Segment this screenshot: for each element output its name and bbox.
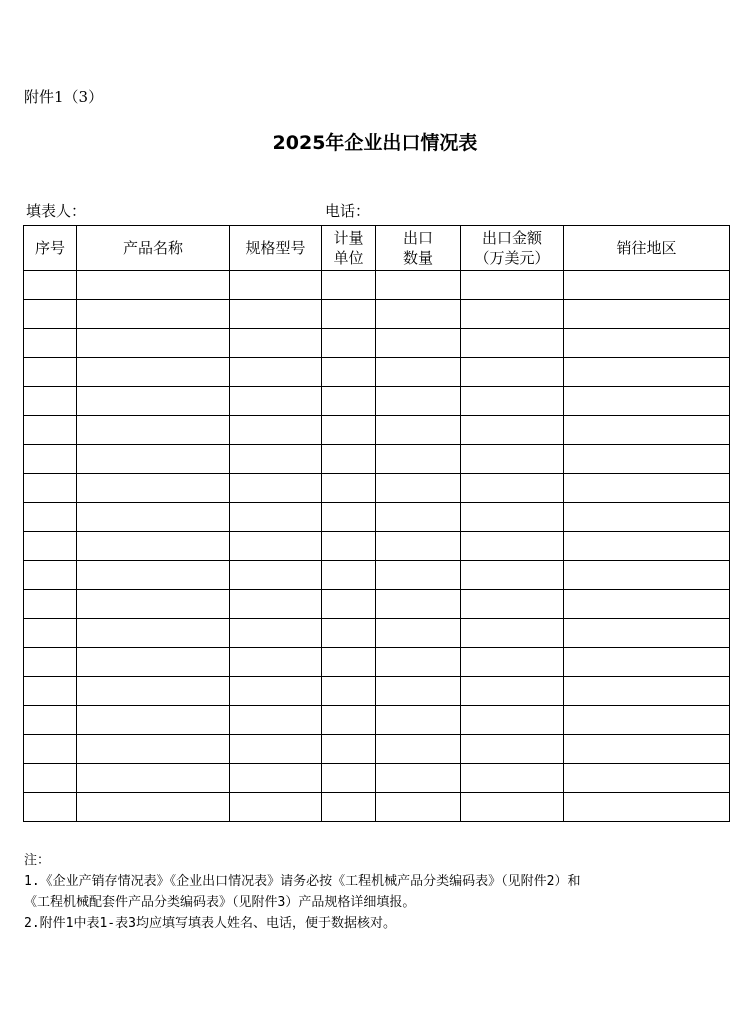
- cell-unit[interactable]: [322, 677, 376, 706]
- cell-export-quantity[interactable]: [376, 532, 461, 561]
- cell-export-amount[interactable]: [461, 503, 564, 532]
- table-row: [24, 706, 730, 735]
- table-row: [24, 445, 730, 474]
- phone-label: 电话：: [325, 202, 371, 220]
- cell-spec-model[interactable]: [230, 300, 322, 329]
- cell-destination[interactable]: [564, 416, 730, 445]
- cell-destination[interactable]: [564, 387, 730, 416]
- cell-unit[interactable]: [322, 387, 376, 416]
- cell-product-name[interactable]: [77, 387, 230, 416]
- cell-index[interactable]: [24, 416, 77, 445]
- cell-spec-model[interactable]: [230, 358, 322, 387]
- cell-spec-model[interactable]: [230, 271, 322, 300]
- cell-index[interactable]: [24, 329, 77, 358]
- cell-export-amount[interactable]: [461, 793, 564, 822]
- cell-unit[interactable]: [322, 416, 376, 445]
- cell-index[interactable]: [24, 561, 77, 590]
- cell-export-amount[interactable]: [461, 358, 564, 387]
- cell-product-name[interactable]: [77, 503, 230, 532]
- cell-export-quantity[interactable]: [376, 793, 461, 822]
- cell-spec-model[interactable]: [230, 648, 322, 677]
- cell-product-name[interactable]: [77, 271, 230, 300]
- cell-index[interactable]: [24, 532, 77, 561]
- notes-section: [24, 850, 734, 934]
- cell-export-quantity[interactable]: [376, 387, 461, 416]
- cell-export-amount[interactable]: [461, 387, 564, 416]
- cell-spec-model[interactable]: [230, 503, 322, 532]
- cell-destination[interactable]: [564, 561, 730, 590]
- cell-spec-model[interactable]: [230, 561, 322, 590]
- table-row: [24, 735, 730, 764]
- cell-export-amount[interactable]: [461, 619, 564, 648]
- cell-index[interactable]: [24, 619, 77, 648]
- cell-spec-model[interactable]: [230, 387, 322, 416]
- table-row: [24, 358, 730, 387]
- cell-export-quantity[interactable]: [376, 329, 461, 358]
- header-export-amount: 出口金额 （万美元）: [461, 226, 564, 271]
- cell-export-amount[interactable]: [461, 416, 564, 445]
- table-header-row: [24, 226, 730, 271]
- cell-export-quantity[interactable]: [376, 648, 461, 677]
- cell-export-amount[interactable]: [461, 300, 564, 329]
- filler-label: 填表人：: [26, 202, 87, 220]
- cell-index[interactable]: [24, 735, 77, 764]
- cell-index[interactable]: [24, 648, 77, 677]
- cell-product-name[interactable]: [77, 648, 230, 677]
- cell-spec-model[interactable]: [230, 764, 322, 793]
- table-row: [24, 648, 730, 677]
- cell-index[interactable]: [24, 445, 77, 474]
- cell-spec-model[interactable]: [230, 474, 322, 503]
- cell-export-amount[interactable]: [461, 474, 564, 503]
- cell-export-amount[interactable]: [461, 561, 564, 590]
- table-row: [24, 677, 730, 706]
- cell-unit[interactable]: [322, 474, 376, 503]
- cell-index[interactable]: [24, 474, 77, 503]
- cell-spec-model[interactable]: [230, 445, 322, 474]
- cell-destination[interactable]: [564, 271, 730, 300]
- cell-export-quantity[interactable]: [376, 416, 461, 445]
- cell-spec-model[interactable]: [230, 619, 322, 648]
- header-index: 序号: [24, 226, 77, 271]
- cell-product-name[interactable]: [77, 416, 230, 445]
- table-row: [24, 416, 730, 445]
- cell-product-name[interactable]: [77, 793, 230, 822]
- cell-unit[interactable]: [322, 503, 376, 532]
- cell-export-quantity[interactable]: [376, 271, 461, 300]
- cell-export-amount[interactable]: [461, 648, 564, 677]
- cell-destination[interactable]: [564, 648, 730, 677]
- cell-unit[interactable]: [322, 619, 376, 648]
- cell-unit[interactable]: [322, 300, 376, 329]
- export-table: [23, 225, 730, 822]
- cell-unit[interactable]: [322, 445, 376, 474]
- cell-export-quantity[interactable]: [376, 735, 461, 764]
- header-unit: 计量 单位: [322, 226, 376, 271]
- cell-spec-model[interactable]: [230, 735, 322, 764]
- table-row: [24, 561, 730, 590]
- cell-unit[interactable]: [322, 735, 376, 764]
- table-row: [24, 474, 730, 503]
- header-export-quantity: 出口 数量: [376, 226, 461, 271]
- cell-product-name[interactable]: [77, 329, 230, 358]
- header-spec-model: 规格型号: [230, 226, 322, 271]
- cell-index[interactable]: [24, 793, 77, 822]
- cell-destination[interactable]: [564, 677, 730, 706]
- cell-export-amount[interactable]: [461, 532, 564, 561]
- table-body: [24, 271, 730, 822]
- cell-export-quantity[interactable]: [376, 445, 461, 474]
- notes-line-1: 1.《企业产销存情况表》《企业出口情况表》请务必按《工程机械产品分类编码表》（见附件2）和: [24, 874, 581, 889]
- cell-export-quantity[interactable]: [376, 764, 461, 793]
- cell-product-name[interactable]: [77, 561, 230, 590]
- cell-index[interactable]: [24, 677, 77, 706]
- cell-export-quantity[interactable]: [376, 590, 461, 619]
- attachment-label: 附件1（3）: [24, 88, 104, 106]
- cell-product-name[interactable]: [77, 300, 230, 329]
- table-row: [24, 532, 730, 561]
- cell-destination[interactable]: [564, 793, 730, 822]
- cell-index[interactable]: [24, 590, 77, 619]
- cell-destination[interactable]: [564, 474, 730, 503]
- cell-unit[interactable]: [322, 358, 376, 387]
- cell-export-quantity[interactable]: [376, 503, 461, 532]
- cell-destination[interactable]: [564, 735, 730, 764]
- cell-export-quantity[interactable]: [376, 300, 461, 329]
- cell-unit[interactable]: [322, 329, 376, 358]
- cell-destination[interactable]: [564, 619, 730, 648]
- table-row: [24, 764, 730, 793]
- cell-destination[interactable]: [564, 590, 730, 619]
- cell-index[interactable]: [24, 358, 77, 387]
- cell-export-amount[interactable]: [461, 590, 564, 619]
- cell-product-name[interactable]: [77, 445, 230, 474]
- cell-product-name[interactable]: [77, 677, 230, 706]
- table-row: [24, 793, 730, 822]
- cell-spec-model[interactable]: [230, 590, 322, 619]
- cell-destination[interactable]: [564, 445, 730, 474]
- cell-destination[interactable]: [564, 329, 730, 358]
- cell-export-quantity[interactable]: [376, 474, 461, 503]
- table-row: [24, 619, 730, 648]
- cell-unit[interactable]: [322, 590, 376, 619]
- table-row: [24, 329, 730, 358]
- cell-index[interactable]: [24, 300, 77, 329]
- cell-spec-model[interactable]: [230, 706, 322, 735]
- cell-export-quantity[interactable]: [376, 358, 461, 387]
- cell-export-amount[interactable]: [461, 445, 564, 474]
- table-row: [24, 271, 730, 300]
- cell-unit[interactable]: [322, 793, 376, 822]
- cell-export-amount[interactable]: [461, 764, 564, 793]
- cell-destination[interactable]: [564, 300, 730, 329]
- header-product-name: 产品名称: [77, 226, 230, 271]
- cell-product-name[interactable]: [77, 764, 230, 793]
- cell-product-name[interactable]: [77, 706, 230, 735]
- cell-export-amount[interactable]: [461, 329, 564, 358]
- cell-product-name[interactable]: [77, 590, 230, 619]
- cell-spec-model[interactable]: [230, 532, 322, 561]
- cell-unit[interactable]: [322, 764, 376, 793]
- notes-line-2: 《工程机械配套件产品分类编码表》（见附件3）产品规格详细填报。: [24, 895, 416, 910]
- cell-unit[interactable]: [322, 706, 376, 735]
- notes-heading: 注：: [24, 853, 51, 868]
- cell-unit[interactable]: [322, 532, 376, 561]
- cell-export-amount[interactable]: [461, 271, 564, 300]
- cell-index[interactable]: [24, 271, 77, 300]
- table-row: [24, 590, 730, 619]
- cell-product-name[interactable]: [77, 358, 230, 387]
- cell-destination[interactable]: [564, 764, 730, 793]
- cell-export-quantity[interactable]: [376, 619, 461, 648]
- cell-export-amount[interactable]: [461, 735, 564, 764]
- cell-index[interactable]: [24, 706, 77, 735]
- cell-export-amount[interactable]: [461, 677, 564, 706]
- table-row: [24, 300, 730, 329]
- cell-product-name[interactable]: [77, 474, 230, 503]
- cell-spec-model[interactable]: [230, 329, 322, 358]
- cell-export-quantity[interactable]: [376, 561, 461, 590]
- cell-unit[interactable]: [322, 561, 376, 590]
- cell-destination[interactable]: [564, 358, 730, 387]
- cell-destination[interactable]: [564, 706, 730, 735]
- notes-line-3: 2.附件1中表1-表3均应填写填表人姓名、电话，便于数据核对。: [24, 916, 396, 931]
- page-title: 2025年企业出口情况表: [272, 132, 478, 154]
- cell-product-name[interactable]: [77, 619, 230, 648]
- cell-index[interactable]: [24, 764, 77, 793]
- table-row: [24, 503, 730, 532]
- table-row: [24, 387, 730, 416]
- cell-index[interactable]: [24, 503, 77, 532]
- cell-product-name[interactable]: [77, 532, 230, 561]
- cell-export-quantity[interactable]: [376, 677, 461, 706]
- cell-export-amount[interactable]: [461, 706, 564, 735]
- cell-destination[interactable]: [564, 503, 730, 532]
- cell-product-name[interactable]: [77, 735, 230, 764]
- cell-unit[interactable]: [322, 648, 376, 677]
- cell-spec-model[interactable]: [230, 793, 322, 822]
- cell-destination[interactable]: [564, 532, 730, 561]
- cell-spec-model[interactable]: [230, 416, 322, 445]
- cell-unit[interactable]: [322, 271, 376, 300]
- cell-export-quantity[interactable]: [376, 706, 461, 735]
- cell-index[interactable]: [24, 387, 77, 416]
- header-destination: 销往地区: [564, 226, 730, 271]
- cell-spec-model[interactable]: [230, 677, 322, 706]
